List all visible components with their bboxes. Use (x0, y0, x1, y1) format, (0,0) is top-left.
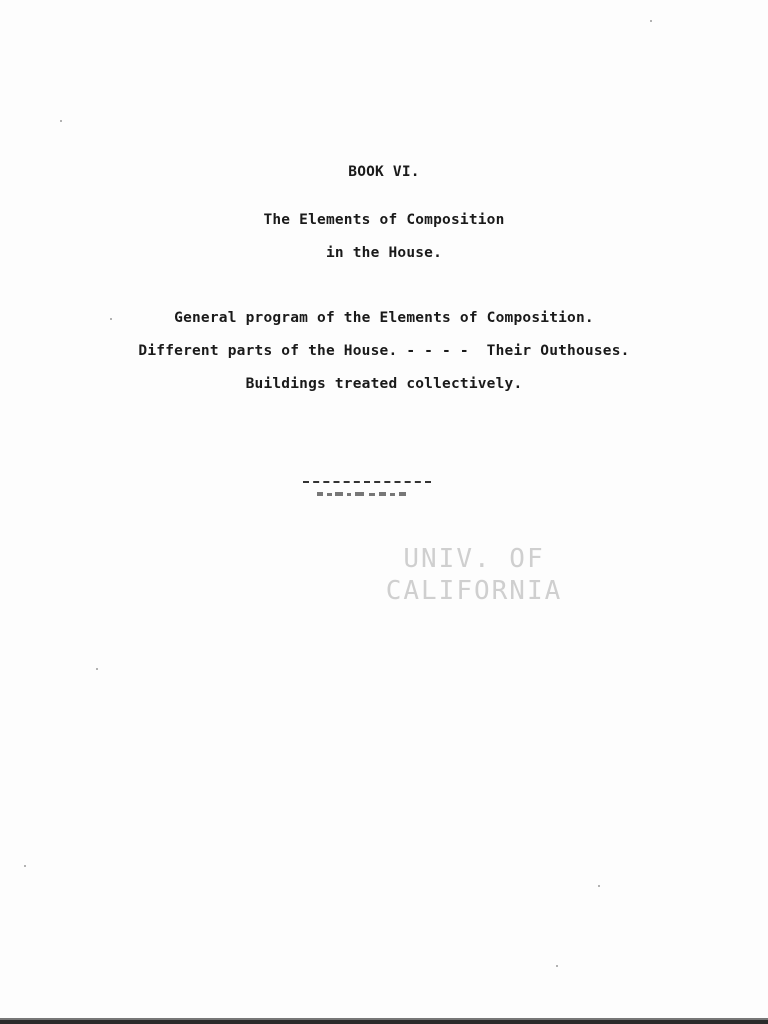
contents-line-3: Buildings treated collectively. (245, 376, 523, 392)
scanned-page-edge (0, 1014, 768, 1024)
faint-imprint-mark (315, 490, 409, 498)
book-title: BOOK VI. (348, 164, 420, 180)
paper-speck (24, 865, 26, 867)
library-stamp-line-1: UNIV. OF (403, 544, 545, 574)
paper-speck (60, 120, 62, 122)
paper-speck (598, 885, 600, 887)
library-stamp-line-2: CALIFORNIA (385, 576, 563, 606)
paper-speck (96, 668, 98, 670)
dashed-divider (303, 481, 431, 483)
paper-speck (110, 318, 112, 320)
book-subtitle-line-2: in the House. (325, 245, 443, 261)
book-subtitle-line-1: The Elements of Composition (263, 212, 505, 228)
paper-speck (650, 20, 652, 22)
contents-line-2: Different parts of the House. - - - - Their Outhouses. (138, 343, 630, 359)
contents-line-1: General program of the Elements of Composition. (174, 310, 594, 326)
paper-speck (556, 965, 558, 967)
